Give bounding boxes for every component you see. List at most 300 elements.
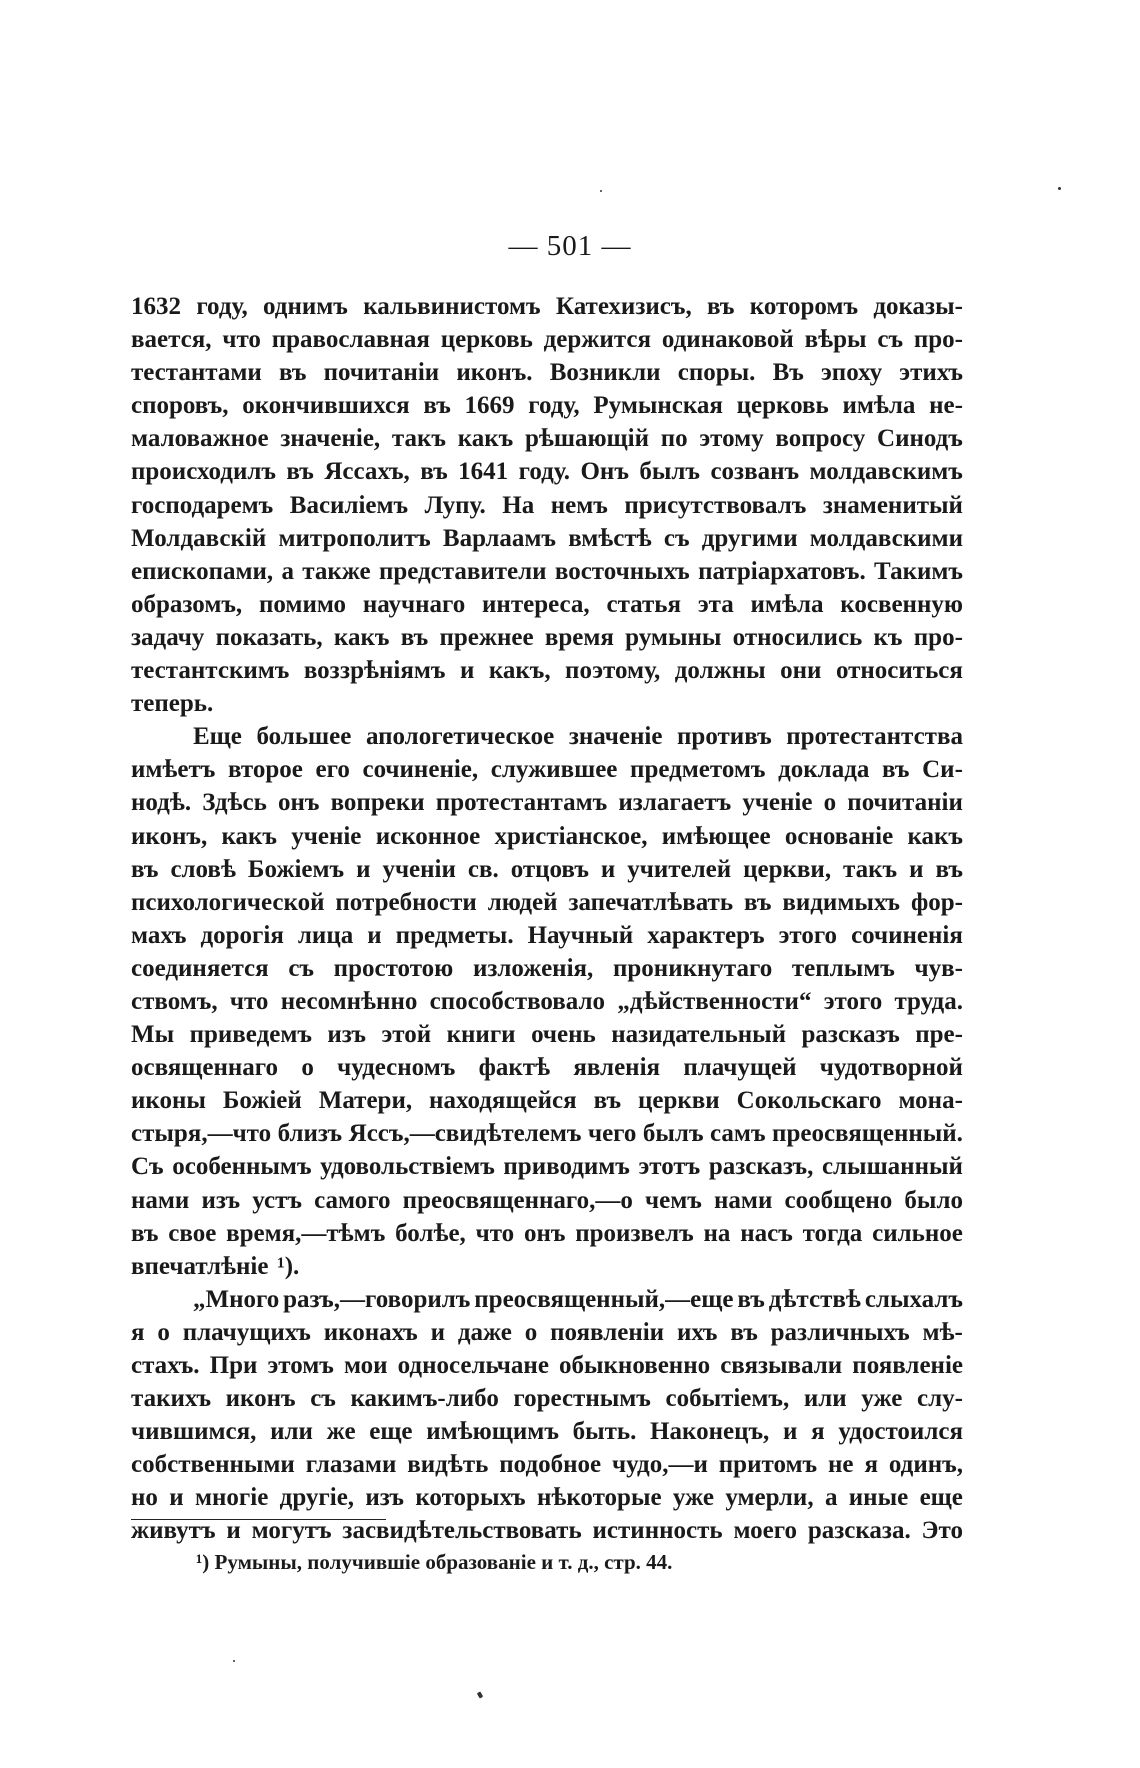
word: Варлаамъ (442, 524, 557, 552)
word: предметомъ (630, 756, 766, 784)
word: плачущихъ (182, 1318, 311, 1346)
word: о (301, 1054, 314, 1082)
word: засвидѣтельствовать (342, 1517, 582, 1545)
word: былъ (642, 1120, 704, 1148)
word: пре- (915, 1021, 963, 1049)
word: иконы (131, 1087, 206, 1115)
word: сообщено (784, 1186, 893, 1214)
word: по (660, 425, 688, 453)
word: было (904, 1186, 963, 1214)
word: созванъ (710, 458, 800, 486)
word: относились (732, 623, 863, 651)
word: имѣющее (661, 822, 771, 850)
word: о (157, 1318, 170, 1346)
word: этого (823, 987, 883, 1015)
word: Наконецъ, (650, 1418, 770, 1446)
word: сочиненія (851, 921, 963, 949)
word: онъ (523, 1219, 566, 1247)
word: такъ (843, 855, 898, 883)
scan-speck (477, 1691, 483, 1698)
word: стыря,—что (131, 1120, 272, 1148)
word: свое (168, 1219, 217, 1247)
word: же (326, 1418, 356, 1446)
word: уже (672, 1484, 714, 1512)
word: вается, (131, 326, 212, 354)
word: особеннымъ (172, 1153, 312, 1181)
word: 1632 (131, 293, 181, 320)
word: различныхъ (770, 1318, 910, 1346)
word: вопросу (775, 425, 866, 453)
word: плачущей (683, 1054, 797, 1082)
word: исконное (375, 822, 481, 850)
word: видимыхъ (782, 888, 901, 916)
word: чемъ (645, 1186, 702, 1214)
word: что (222, 326, 261, 354)
word: почитаніи (847, 789, 963, 817)
word: одинъ, (888, 1451, 963, 1479)
word: этому (699, 425, 764, 453)
word: апологетическое (365, 723, 555, 751)
word: въ (593, 1087, 622, 1115)
word: слышанный (821, 1153, 963, 1181)
text-line (131, 1084, 963, 1117)
word: съ (288, 954, 314, 982)
word: людей (487, 888, 558, 916)
word: и (356, 855, 371, 883)
word: Лупу. (424, 491, 486, 519)
text-line (131, 1217, 963, 1250)
text-line (131, 1150, 963, 1183)
word: какъ (333, 623, 390, 651)
word: несомнѣнно (280, 987, 418, 1015)
word: на (703, 1219, 731, 1247)
text-line (131, 422, 963, 455)
word: какъ (457, 425, 514, 453)
word: показать, (215, 623, 323, 651)
word: доказы- (873, 293, 963, 320)
word: ствомъ, (131, 987, 218, 1015)
word: про- (913, 326, 963, 354)
word: прежнее (439, 623, 534, 651)
word: знаменитый (822, 491, 963, 519)
word: которомъ (749, 293, 859, 320)
word: въ (423, 392, 451, 420)
word: связывали (720, 1352, 843, 1379)
word: молдавскими (809, 524, 963, 552)
word: Божіей (222, 1087, 302, 1115)
word: церкви (638, 1087, 720, 1115)
word: характеръ (647, 921, 765, 949)
word: преосвященнаго,—о (402, 1186, 633, 1214)
word: Матери, (318, 1087, 413, 1115)
word: труда. (894, 987, 963, 1015)
text-line (131, 1250, 963, 1283)
word: разсказъ (801, 1021, 900, 1049)
word: предметы. (395, 921, 514, 949)
word: почитаніи (323, 359, 440, 387)
word: болѣе, (395, 1219, 466, 1247)
word: изъ (327, 1021, 366, 1049)
text-line (131, 1448, 963, 1481)
word: году, (528, 392, 580, 420)
word: какъ (907, 822, 963, 850)
word: приведемъ (189, 1021, 312, 1049)
text-line (131, 720, 963, 753)
word: нѣкоторые (536, 1484, 662, 1512)
word: помимо (258, 590, 347, 618)
word: преосвященный. (772, 1120, 963, 1148)
word: большее (256, 723, 352, 751)
word: поэтому, (565, 657, 661, 685)
word: чего (587, 1120, 637, 1148)
word: проникнутаго (612, 954, 773, 982)
word: Яссахъ, (324, 458, 410, 486)
word: слыхалъ (864, 1285, 963, 1313)
word: основаніе (784, 822, 894, 850)
word: и (909, 855, 924, 883)
word: мѣ- (922, 1318, 963, 1346)
word: даже (457, 1318, 512, 1346)
word: На (502, 491, 535, 519)
word: разъ,—говорилъ (283, 1285, 471, 1313)
word: доклада (778, 756, 870, 784)
word: въ (707, 293, 735, 320)
word: освященнаго (131, 1054, 279, 1082)
word: 1641 (458, 458, 509, 486)
word: еще (369, 1418, 413, 1446)
word: мона- (898, 1087, 963, 1115)
word: ¹). (277, 1252, 300, 1280)
word: явленія (573, 1054, 661, 1082)
word: ученіе (291, 822, 362, 850)
word: быть. (572, 1418, 637, 1446)
word: въ (400, 623, 429, 651)
word: значеніе, (280, 425, 381, 453)
word: господаремъ (131, 491, 274, 519)
word: въ (737, 1285, 765, 1313)
word: словѣ (170, 855, 236, 883)
text-line (131, 853, 963, 886)
word: церковь (440, 326, 533, 354)
word: происходилъ (131, 458, 276, 486)
word: немъ (550, 491, 608, 519)
word: въ (882, 756, 910, 784)
word: умерли, (725, 1484, 814, 1512)
word: въ (730, 1318, 758, 1346)
word: этого (778, 921, 838, 949)
text-line (131, 1051, 963, 1084)
word: и (367, 921, 382, 949)
word: преосвященный,—еще (474, 1285, 734, 1313)
word: другими (701, 524, 798, 552)
word: епископами, (131, 557, 274, 585)
text-line (131, 290, 963, 323)
word: которыхъ (415, 1484, 526, 1512)
text-line (131, 455, 963, 488)
word: какъ (221, 822, 277, 850)
word: видѣть (407, 1451, 489, 1479)
word: присутствовалъ (624, 491, 807, 519)
word: о (823, 789, 837, 817)
page-number: — 501 — (508, 230, 632, 262)
word: Возникли (549, 359, 661, 387)
word: этихъ (899, 359, 963, 387)
word: книги (446, 1021, 516, 1049)
word: чудо,—и (612, 1451, 708, 1479)
word: румыны (625, 623, 722, 651)
text-line (131, 952, 963, 985)
text-line (131, 356, 963, 389)
text-line (131, 522, 963, 555)
word: появленіе (852, 1352, 963, 1379)
word: церковь (736, 392, 829, 420)
word: молдавскимъ (809, 458, 963, 486)
word: Съ (131, 1153, 164, 1181)
word: и (430, 1318, 445, 1346)
word: истинность (592, 1517, 723, 1545)
word: какъ, (488, 657, 551, 685)
word: находящейся (429, 1087, 577, 1115)
word: не (828, 1451, 854, 1479)
word: фактѣ (478, 1054, 551, 1082)
word: вѣры (804, 326, 867, 354)
text-line (131, 1283, 963, 1316)
word: въ (286, 458, 314, 486)
word: потребности (335, 888, 477, 916)
word: я (811, 1418, 825, 1446)
word: удостоился (838, 1418, 963, 1446)
word: еще (919, 1484, 963, 1512)
text-line (131, 1184, 963, 1217)
word: приводимъ (503, 1153, 630, 1181)
word: появленіи (550, 1318, 665, 1346)
word: въ (278, 359, 307, 387)
text-line (131, 1117, 963, 1150)
word: подобное (499, 1451, 602, 1479)
word: въ (420, 458, 448, 486)
word: противъ (677, 723, 772, 751)
text-line (131, 555, 963, 588)
word: маловажное (131, 425, 269, 453)
footnote-text: Румыны, получившіе образованіе и т. д., стр. 44. (214, 1550, 673, 1574)
word: представители (378, 557, 547, 585)
word: православная (271, 326, 430, 354)
word: имѣетъ (131, 756, 216, 784)
word: не- (929, 392, 963, 420)
word: изъ (365, 1484, 404, 1512)
word: фор- (910, 888, 963, 916)
word: Катехизисъ, (555, 293, 692, 320)
word: притомъ (718, 1451, 818, 1479)
word: ученіе (742, 789, 813, 817)
word: изъ (201, 1186, 241, 1214)
word: сильное (872, 1219, 963, 1247)
word: отцовъ (510, 855, 589, 883)
word: соединяется (131, 954, 269, 982)
word: время (544, 623, 614, 651)
word: самъ (710, 1120, 766, 1148)
text-line (131, 753, 963, 786)
word: держится (543, 326, 652, 354)
word: иконахъ (323, 1318, 418, 1346)
text-line (131, 687, 963, 720)
word: изложенія, (472, 954, 594, 982)
word: самого (314, 1186, 391, 1214)
word: служившее (490, 756, 618, 784)
footnote (196, 1550, 672, 1575)
word: Си- (922, 756, 963, 784)
word: имѣющимъ (426, 1418, 559, 1446)
word: рѣшающій (524, 425, 650, 453)
text-line (131, 588, 963, 621)
word: способствовало (429, 987, 606, 1015)
word: христіанское, (494, 822, 648, 850)
word: теплымъ (791, 954, 895, 982)
text-line (131, 985, 963, 1018)
word: ученіи (382, 855, 456, 883)
word: тестантами (131, 359, 262, 387)
word: и (226, 1517, 241, 1545)
word: былъ (639, 458, 700, 486)
word: образомъ, (131, 590, 243, 618)
word: иконъ, (131, 822, 208, 850)
word: но (131, 1484, 158, 1512)
word: однимъ (263, 293, 348, 320)
text-line (131, 886, 963, 919)
word: какимъ-либо (350, 1385, 499, 1413)
word: обыкновенно (559, 1352, 711, 1379)
word: чудесномъ (337, 1054, 456, 1082)
word: Научный (527, 921, 634, 949)
word: значеніе (568, 723, 663, 751)
text-line (131, 654, 963, 687)
word: впечатлѣніе (131, 1252, 269, 1280)
word: иные (848, 1484, 909, 1512)
word: должны (674, 657, 766, 685)
word: споровъ, (131, 392, 229, 420)
word: нами (131, 1186, 190, 1214)
word: онъ (277, 789, 320, 817)
word: а (281, 557, 294, 585)
word: Божіемъ (247, 855, 345, 883)
word: Въ (772, 359, 804, 387)
word: задачу (131, 623, 205, 651)
word: иконъ (225, 1385, 296, 1413)
word: году, (196, 293, 248, 320)
scan-speck (233, 1660, 235, 1662)
word: что (229, 987, 269, 1015)
word: тестантскимъ (131, 657, 290, 685)
text-line (131, 1382, 963, 1415)
word: интереса, (482, 590, 590, 618)
word: въ (743, 888, 772, 916)
word: односельчане (397, 1352, 549, 1379)
word: Василіемъ (289, 491, 409, 519)
word: этой (381, 1021, 432, 1049)
word: дѣтствѣ (768, 1285, 861, 1313)
word: имѣла (750, 590, 824, 618)
word: протестантамъ (435, 789, 608, 817)
text-line (131, 389, 963, 422)
word: Молдавскій (131, 524, 267, 552)
word: назидательный (611, 1021, 787, 1049)
body-text (131, 290, 963, 1548)
word: про- (913, 623, 963, 651)
word: многіе (195, 1484, 269, 1512)
word: церкви, (743, 855, 832, 883)
word: въ (935, 855, 963, 883)
word: стахъ. (131, 1352, 200, 1379)
word: второе (228, 756, 303, 784)
word: простотою (333, 954, 454, 982)
word: съ (310, 1385, 336, 1413)
word: одинаковой (661, 326, 794, 354)
word: споры. (677, 359, 756, 387)
text-line (131, 323, 963, 356)
word: вопреки (330, 789, 425, 817)
word: При (209, 1352, 258, 1379)
word: чудотворной (819, 1054, 963, 1082)
word: Синодъ (877, 425, 963, 453)
word: разсказъ, (708, 1153, 814, 1181)
word: Это (921, 1517, 963, 1545)
word: Сокольскаго (736, 1087, 882, 1115)
word: воззрѣніямъ (303, 657, 446, 685)
word: „Много (193, 1285, 280, 1313)
word: патріархатовъ. (698, 557, 866, 585)
word: устъ (252, 1186, 302, 1214)
word: запечатлѣвать (568, 888, 734, 916)
word: нодѣ. (131, 789, 192, 817)
word: Здѣсь (202, 789, 267, 817)
footnote-marker: ¹) (196, 1550, 210, 1574)
word: учителей (627, 855, 732, 883)
word: восточныхъ (554, 557, 690, 585)
word: сочиненіе, (362, 756, 479, 784)
word: близъ (277, 1120, 343, 1148)
word: чившимся, (131, 1418, 257, 1446)
word: а (824, 1484, 838, 1512)
word: событіемъ, (665, 1385, 790, 1413)
word: насъ (740, 1219, 793, 1247)
word: и (169, 1484, 184, 1512)
word: о (524, 1318, 538, 1346)
word: эта (697, 590, 734, 618)
word: вмѣстѣ (568, 524, 652, 552)
word: удовольствіемъ (320, 1153, 495, 1181)
word: митрополитъ (278, 524, 431, 552)
word: психологической (131, 888, 325, 916)
word: моего (733, 1517, 797, 1545)
word: чув- (914, 954, 963, 982)
word: его (315, 756, 350, 784)
text-line (131, 621, 963, 654)
word: я (131, 1318, 145, 1346)
word: научнаго (362, 590, 466, 618)
word: этомъ (267, 1352, 334, 1379)
word: къ (873, 623, 903, 651)
word: этотъ (638, 1153, 701, 1181)
word: въ (131, 855, 159, 883)
word: излагаетъ (618, 789, 732, 817)
text-line (131, 820, 963, 853)
word: они (780, 657, 822, 685)
word: Онъ (580, 458, 629, 486)
word: Яссъ,—свидѣтелемъ (348, 1120, 582, 1148)
word: глазами (305, 1451, 397, 1479)
word: горестнымъ (513, 1385, 651, 1413)
word: мои (343, 1352, 388, 1379)
